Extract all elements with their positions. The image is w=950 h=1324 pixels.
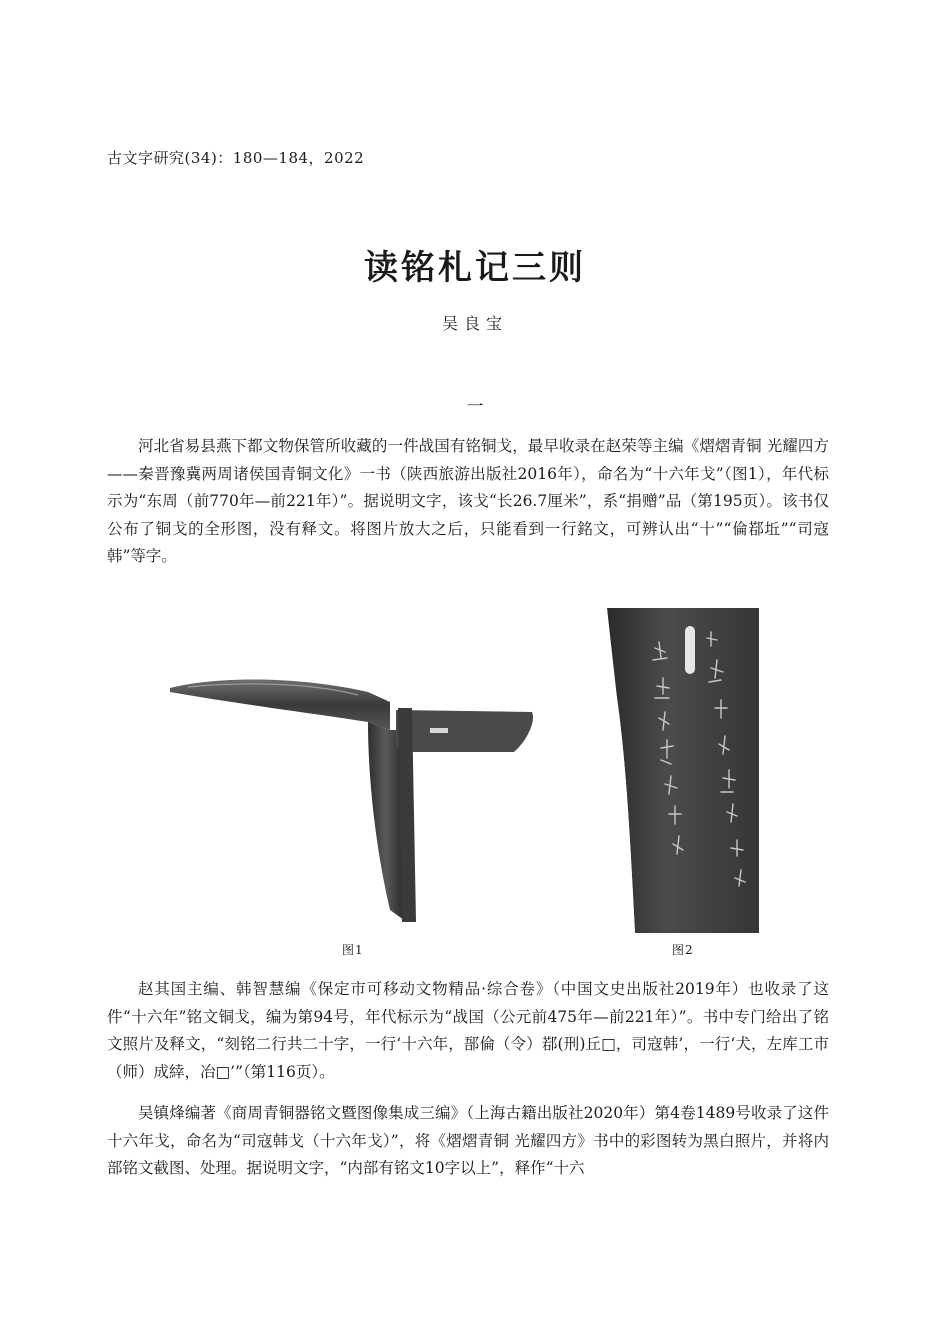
section-number: 一 bbox=[466, 397, 484, 417]
figure-2-caption: 图2 bbox=[672, 943, 694, 957]
body-paragraph-3: 吴镇烽编著《商周青铜器铭文暨图像集成三编》（上海古籍出版社2020年）第4卷1489号收录了这件十六年戈，命名为“司寇韩戈（十六年戈）”，将《熠熠青铜 光耀四方》书中的彩图转为黑白照片，并将内部铭文截图、处理。据说明文字，“内部有铭文10字以上”，释作“十六 bbox=[107, 1104, 829, 1177]
body-paragraph-1: 河北省易县燕下都文物保管所收藏的一件战国有铭铜戈，最早收录在赵荣等主编《熠熠青铜 光耀四方——秦晋豫冀两周诸侯国青铜文化》一书（陕西旅游出版社2016年），命名为“十六年戈”（图1），年代标示为“东周（前770年—前221年）”。据说明文字，该戈“长26.7厘米”，系“捐赠”品（第195页）。该书仅公布了铜戈的全形图，没有释文。将图片放大之后，只能看到一行銘文，可辨认出“十”“倫鄀坵”“司寇韩”等字。 bbox=[107, 437, 829, 565]
body-paragraph-2: 赵其国主编、韩智慧编《保定市可移动文物精品·综合卷》（中国文史出版社2019年）也收录了这件“十六年”铭文铜戈，编为第94号，年代标示为“战国（公元前475年—前221年）”。书中专门给出了铭文照片及释文，“刻铭二行共二十字，一行‘十六年，郚倫（令）鄀(刑)丘□，司寇韩’，一行‘犬，左库工市（师）成緈，冶□’”（第116页）。 bbox=[107, 980, 829, 1081]
figure-1-caption: 图1 bbox=[342, 943, 364, 957]
article-title: 读铭札记三则 bbox=[364, 248, 586, 288]
article-author: 吴良宝 bbox=[441, 314, 508, 333]
figure-2-image bbox=[607, 608, 759, 933]
inscription-rubbing-icon bbox=[607, 608, 759, 933]
figure-1-image bbox=[168, 660, 548, 940]
bronze-ge-dagger-axe-icon bbox=[168, 660, 548, 940]
running-head: 古文字研究(34)：180—184，2022 bbox=[107, 149, 365, 167]
